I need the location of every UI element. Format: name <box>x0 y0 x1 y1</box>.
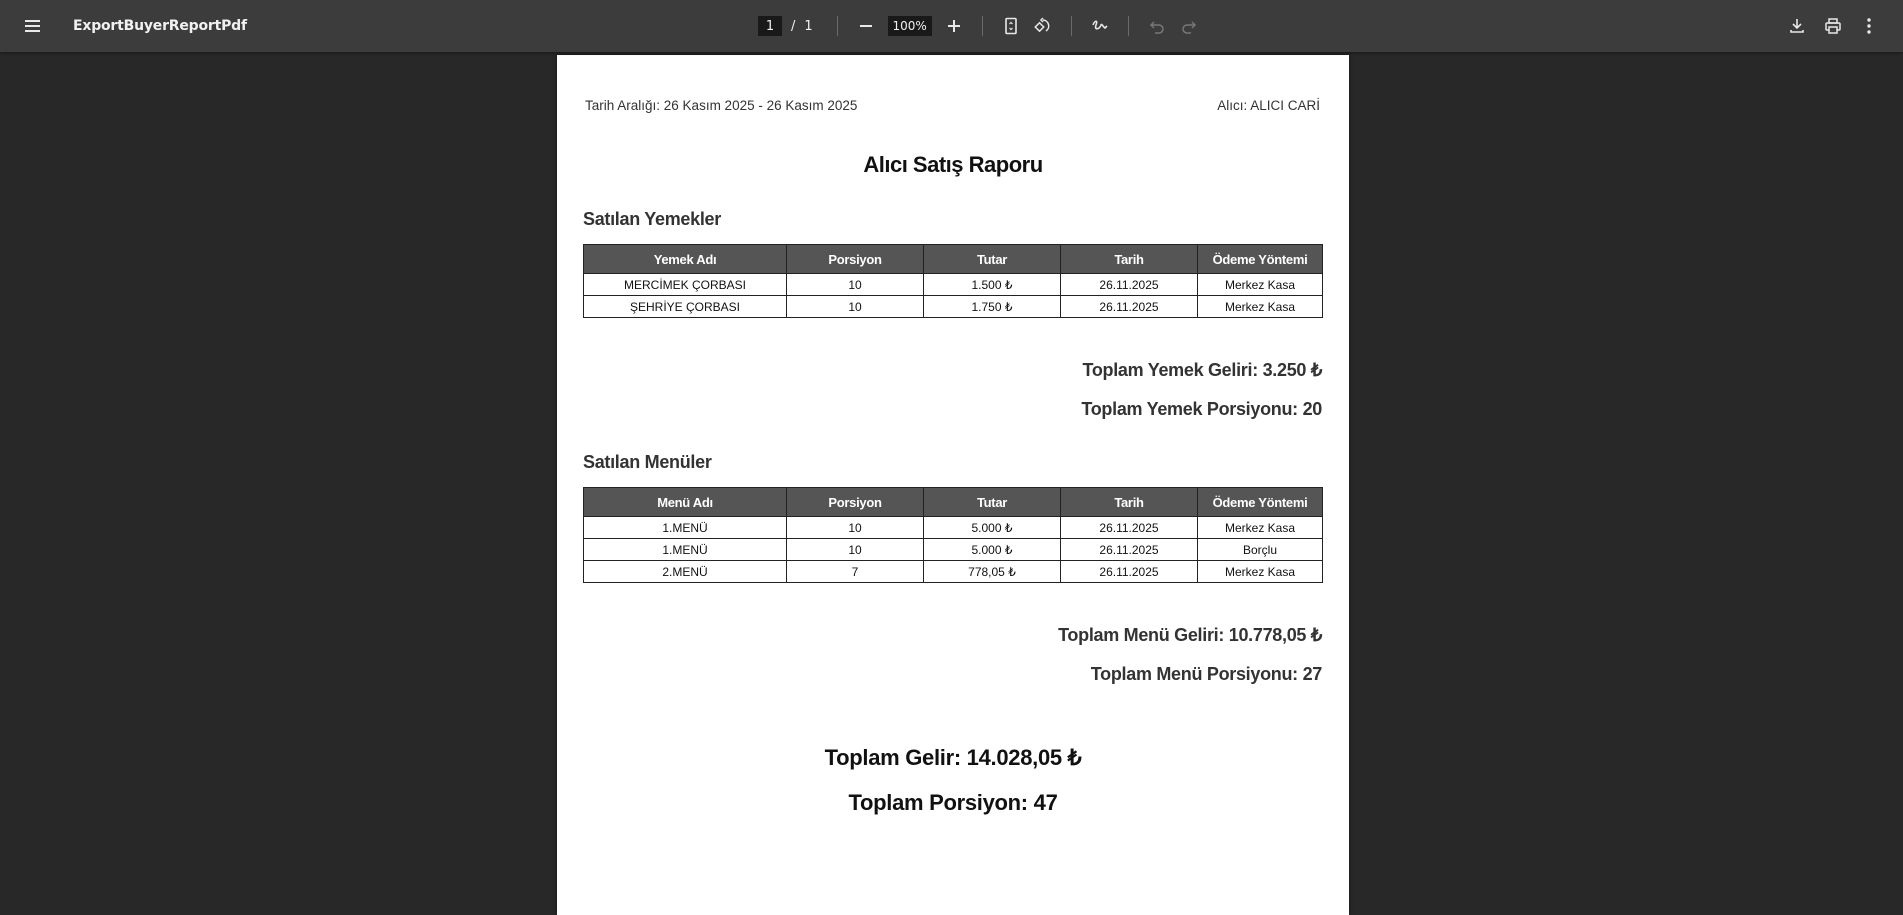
column-header: Menü Adı <box>584 488 787 517</box>
cell-date: 26.11.2025 <box>1061 539 1198 561</box>
draw-icon <box>1091 17 1109 35</box>
print-icon <box>1824 17 1842 35</box>
table-header-row <box>584 245 1323 274</box>
undo-icon <box>1149 18 1165 34</box>
column-header: Tarih <box>1061 488 1198 517</box>
plus-icon <box>947 19 961 33</box>
cell-name: MERCİMEK ÇORBASI <box>584 274 787 296</box>
column-header: Tutar <box>924 488 1061 517</box>
cell-date: 26.11.2025 <box>1061 274 1198 296</box>
minus-icon <box>859 19 873 33</box>
cell-amount: 778,05 ₺ <box>924 561 1061 583</box>
cell-name: 1.MENÜ <box>584 539 787 561</box>
download-icon <box>1789 18 1805 34</box>
menu-total-revenue: Toplam Menü Geliri: 10.778,05 ₺ <box>1058 625 1322 645</box>
column-header: Tarih <box>1061 245 1198 274</box>
page-total: 1 <box>804 18 813 34</box>
menu-icon[interactable] <box>22 15 44 37</box>
menus-section-title: Satılan Menüler <box>583 452 712 472</box>
cell-date: 26.11.2025 <box>1061 517 1198 539</box>
cell-date: 26.11.2025 <box>1061 561 1198 583</box>
column-header: Porsiyon <box>787 245 924 274</box>
date-range: Tarih Aralığı: 26 Kasım 2025 - 26 Kasım 2025 <box>585 98 858 113</box>
more-vert-icon <box>1866 17 1872 35</box>
cell-amount: 5.000 ₺ <box>924 539 1061 561</box>
fit-page-button[interactable] <box>995 10 1027 42</box>
cell-portion: 10 <box>787 274 924 296</box>
table-row <box>584 274 1323 296</box>
cell-payment: Borçlu <box>1198 539 1323 561</box>
download-button[interactable] <box>1781 10 1813 42</box>
redo-icon <box>1181 18 1197 34</box>
table-row <box>584 517 1323 539</box>
foods-table <box>583 244 1323 318</box>
column-header: Porsiyon <box>787 488 924 517</box>
page-separator: / <box>791 18 796 34</box>
table-header-row <box>584 488 1323 517</box>
cell-name: 2.MENÜ <box>584 561 787 583</box>
food-total-revenue: Toplam Yemek Geliri: 3.250 ₺ <box>1082 360 1322 380</box>
zoom-in-button[interactable] <box>938 10 970 42</box>
cell-name: ŞEHRİYE ÇORBASI <box>584 296 787 318</box>
divider <box>982 16 983 36</box>
divider <box>1128 16 1129 36</box>
divider <box>1071 16 1072 36</box>
food-total-portions: Toplam Yemek Porsiyonu: 20 <box>1081 399 1322 419</box>
cell-portion: 10 <box>787 539 924 561</box>
foods-section-title: Satılan Yemekler <box>583 209 721 229</box>
cell-payment: Merkez Kasa <box>1198 561 1323 583</box>
cell-portion: 10 <box>787 296 924 318</box>
more-options-button[interactable] <box>1853 10 1885 42</box>
cell-portion: 7 <box>787 561 924 583</box>
page-number-input[interactable]: 1 <box>758 16 782 36</box>
grand-total-revenue: Toplam Gelir: 14.028,05 ₺ <box>824 745 1082 770</box>
cell-date: 26.11.2025 <box>1061 296 1198 318</box>
menu-total-portions: Toplam Menü Porsiyonu: 27 <box>1090 664 1322 684</box>
column-header: Ödeme Yöntemi <box>1198 245 1323 274</box>
print-button[interactable] <box>1817 10 1849 42</box>
undo-button[interactable] <box>1141 10 1173 42</box>
column-header: Tutar <box>924 245 1061 274</box>
table-row <box>584 561 1323 583</box>
column-header: Yemek Adı <box>584 245 787 274</box>
zoom-out-button[interactable] <box>850 10 882 42</box>
pdf-toolbar <box>0 0 1903 52</box>
cell-amount: 1.500 ₺ <box>924 274 1061 296</box>
report-title: Alıcı Satış Raporu <box>863 152 1043 177</box>
cell-payment: Merkez Kasa <box>1198 296 1323 318</box>
table-row <box>584 539 1323 561</box>
menus-table <box>583 487 1323 583</box>
fit-page-icon <box>1003 17 1019 35</box>
pdf-page <box>557 55 1349 915</box>
buyer-name: Alıcı: ALICI CARİ <box>1217 98 1320 113</box>
cell-payment: Merkez Kasa <box>1198 274 1323 296</box>
annotate-button[interactable] <box>1084 10 1116 42</box>
rotate-button[interactable] <box>1027 10 1059 42</box>
cell-amount: 5.000 ₺ <box>924 517 1061 539</box>
document-title: ExportBuyerReportPdf <box>73 18 247 34</box>
cell-amount: 1.750 ₺ <box>924 296 1061 318</box>
zoom-input[interactable]: 100% <box>888 16 932 36</box>
grand-total-portions: Toplam Porsiyon: 47 <box>848 790 1058 815</box>
column-header: Ödeme Yöntemi <box>1198 488 1323 517</box>
cell-name: 1.MENÜ <box>584 517 787 539</box>
cell-portion: 10 <box>787 517 924 539</box>
redo-button[interactable] <box>1173 10 1205 42</box>
cell-payment: Merkez Kasa <box>1198 517 1323 539</box>
rotate-icon <box>1034 17 1052 35</box>
table-row <box>584 296 1323 318</box>
divider <box>837 16 838 36</box>
